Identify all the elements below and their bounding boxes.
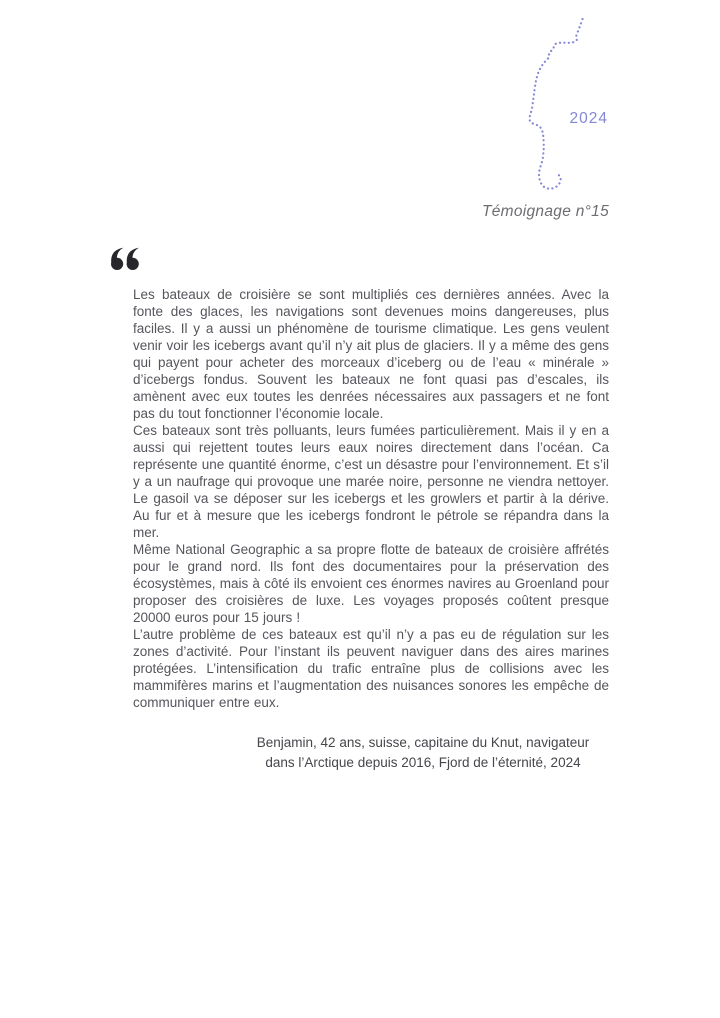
opening-quote-icon [111, 246, 141, 272]
year-label: 2024 [569, 110, 608, 127]
quote-paragraph: Ces bateaux sont très polluants, leurs fumées particulièrement. Mais il y en a aussi qui rejettent toutes leurs eaux noires directement dans l’océan. Ca représente une quantité énorme, c’est un désastre pour l’environnement. Et s’il y a un naufrage qui provoque une marée noire, personne ne viendra nettoyer. Le gasoil va se déposer sur les icebergs et les growlers et partir à la dérive. Au fur et à mesure que les icebergs fondront le pétrole se répandra dans la mer. [133, 423, 609, 540]
quote-paragraph: Les bateaux de croisière se sont multipliés ces dernières années. Avec la fonte des glaces, les navigations sont devenues moins dangereuses, plus faciles. Il y a aussi un phénomène de tourisme climatique. Les gens veulent venir voir les icebergs avant qu’il n’y ait plus de glaciers. Il y a même des gens qui payent pour acheter des morceaux d’iceberg ou de l’eau « minérale » d’icebergs fondus. Souvent les bateaux ne font quasi pas d’escales, ils amènent avec eux toutes les denrées nécessaires aux passagers et ne font pas du tout fonctionner l’économie locale. [133, 287, 609, 421]
testimonial-body [133, 286, 609, 711]
dotted-coastline-icon [520, 12, 596, 194]
quote-glyph-left [111, 248, 123, 270]
testimonial-heading: Témoignage n°15 [481, 203, 609, 220]
quote-glyph-right [127, 248, 139, 270]
quote-paragraph: L’autre problème de ces bateaux est qu’il n’y a pas eu de régulation sur les zones d’activité. Pour l’instant ils peuvent naviguer dans des aires marines protégées. L’intensification du trafic entraîne plus de collisions avec les mammifères marins et l’augmentation des nuisances sonores les empêche de communiquer entre eux. [133, 627, 609, 710]
attribution-line: Benjamin, 42 ans, suisse, capitaine du Knut, navigateur [256, 735, 590, 750]
quote-paragraph: Même National Geographic a sa propre flotte de bateaux de croisière affrétés pour le grand nord. Ils font des documentaires pour la préservation des écosystèmes, mais à côté ils envoient ces énormes navires au Groenland pour proposer des croisières de luxe. Les voyages proposés coûtent presque 20000 euros pour 15 jours ! [133, 542, 609, 625]
attribution [238, 733, 608, 773]
attribution-line: dans l’Arctique depuis 2016, Fjord de l’éternité, 2024 [265, 755, 581, 770]
